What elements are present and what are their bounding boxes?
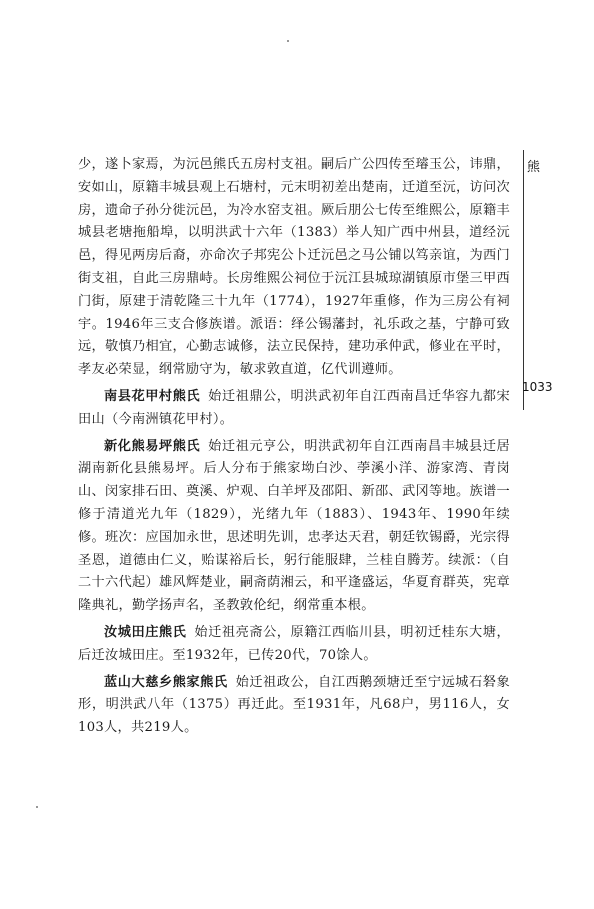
scan-speck: [287, 40, 289, 42]
entry-text: 始迁祖政公，自江西鹅颈塘迁至宁远城石砮象形，明洪武八年（1375）再迁此。至1931年，凡68户，男116人，女103人，共219人。: [78, 674, 510, 736]
entry-rucheng-tianzhuang: [78, 622, 510, 668]
running-head: 熊: [527, 160, 541, 175]
entry-heading: 汝城田庄熊氏: [104, 624, 187, 640]
margin-rule: [523, 150, 524, 410]
entry-text: 始迁祖亮斋公，原籍江西临川县，明初迁桂东大塘，后迁汝城田庄。至1932年，已传20代，70馀人。: [78, 624, 510, 663]
scan-speck: [36, 806, 38, 808]
entry-text: 始迁祖元亨公，明洪武初年自江西南昌丰城县迁居湖南新化县熊易坪。后人分布于熊家坳白沙、荸溪小洋、游家湾、青岗山、闵家排石田、奠溪、炉观、白羊坪及邵阳、新邵、武冈等地。族谱一修于清道光九年（1829），光绪九年（1883）、1943年、1990年续修。班次：应国加永世，思述明先训，忠孝达天君，朝廷钦锡爵，光宗得圣恩，道德由仁义，贻谋裕后长，躬行能服肆，兰桂自腾芳。续派：（自二十六代起）雄风辉楚业，嗣斋荫湘云，和平逢盛运，华夏育群英，宪章隆典礼，勤学扬声名，圣教敦伦纪，纲常重本根。: [78, 438, 510, 614]
entry-lanshan-dacixiang: [78, 672, 510, 740]
entry-heading: 蓝山大慈乡熊家熊氏: [104, 674, 228, 690]
entry-heading: 新化熊易坪熊氏: [104, 438, 201, 454]
entry-nanxian-huajiacun: [78, 386, 510, 432]
page-number: 1033: [522, 380, 553, 394]
body-text: [78, 154, 510, 744]
paragraph-continued: [78, 154, 510, 382]
entry-text: 始迁祖鼎公，明洪武初年自江西南昌迁华容九都宋田山（今南洲镇花甲村）。: [78, 388, 510, 427]
entry-heading: 南县花甲村熊氏: [104, 388, 201, 404]
paragraph-text: 少，遂卜家焉，为沅邑熊氏五房村支祖。嗣后广公四传至璿玉公，讳鼎，安如山，原籍丰城县观上石塘村，元末明初差出楚南，迁道至沅，访问次房，遗命子孙分徙沅邑，为冷水窑支祖。厥后朋公七传至维熙公，原籍丰城县老塘拖船埠，以明洪武十六年（1383）举人知广西中州县，道经沅邑，得见两房后裔，亦命次子邦宪公卜迁沅邑之马公铺以笃亲谊，为西门街支祖，自此三房鼎峙。长房维熙公祠位于沅江县城琼湖镇原市堡三甲西门街，原建于清乾隆三十九年（1774），1927年重修，作为三房公有祠宇。1946年三支合修族谱。派语：绎公锡藩封，礼乐政之基，宁静可致远，敬慎乃相宜，心勤志诚修，法立民保持，建功承仲武，修业在平时，孝友必荣显，纲常励守为，敏求敦直道，亿代训遵师。: [78, 157, 510, 378]
entry-xinhua-xiongyiping: [78, 436, 510, 618]
